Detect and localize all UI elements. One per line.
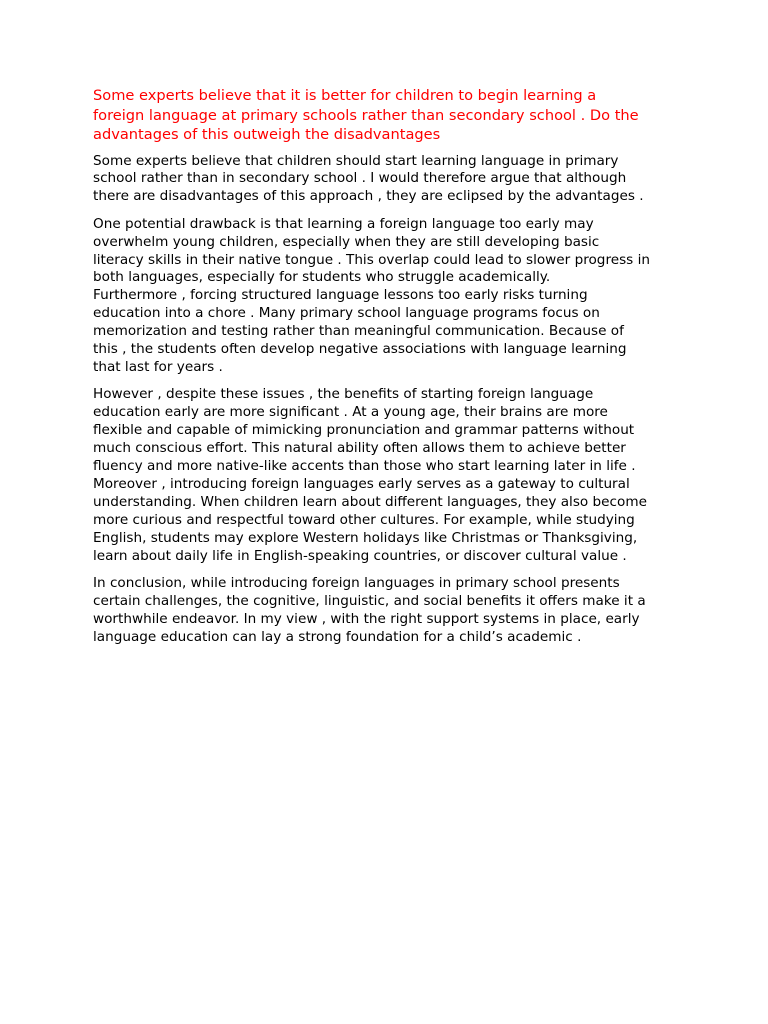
paragraph-drawbacks: One potential drawback is that learning a foreign language too early may overwhelm young children, especially when they are still developing basic literacy skills in their native tongue . This overlap could lead to slower progress in both languages, especially for students who struggle academically. Furthermore , forcing structured language lessons too early risks turning education into a chore . Many primary school language programs focus on memorization and testing rather than meaningful communication. Because of this , the students often develop negative associations with language learning that last for years . <box>93 215 650 375</box>
document-page <box>93 86 683 656</box>
paragraph-introduction: Some experts believe that children should start learning language in primary school rather than in secondary school . I would therefore argue that although there are disadvantages of this approach , they are eclipsed by the advantages . <box>93 152 644 205</box>
paragraph-benefits: However , despite these issues , the benefits of starting foreign language education early are more significant . At a young age, their brains are more flexible and capable of mimicking pronunciation and grammar patterns without much conscious effort. This natural ability often allows them to achieve better fluency and more native-like accents than those who start learning later in life . Moreover , introducing foreign languages early serves as a gateway to cultural understanding. When children learn about different languages, they also become more curious and respectful toward other cultures. For example, while studying English, students may explore Western holidays like Christmas or Thanksgiving, learn about daily life in English-speaking countries, or discover cultural value . <box>93 386 647 564</box>
paragraph-conclusion: In conclusion, while introducing foreign languages in primary school presents certain challenges, the cognitive, linguistic, and social benefits it offers make it a worthwhile endeavor. In my view , with the right support systems in place, early language education can lay a strong foundation for a child’s academic . <box>93 574 646 645</box>
essay-question-title: Some experts believe that it is better for children to begin learning a foreign language at primary schools rather than secondary school . Do the advantages of this outweigh the disadvantages <box>93 87 639 143</box>
